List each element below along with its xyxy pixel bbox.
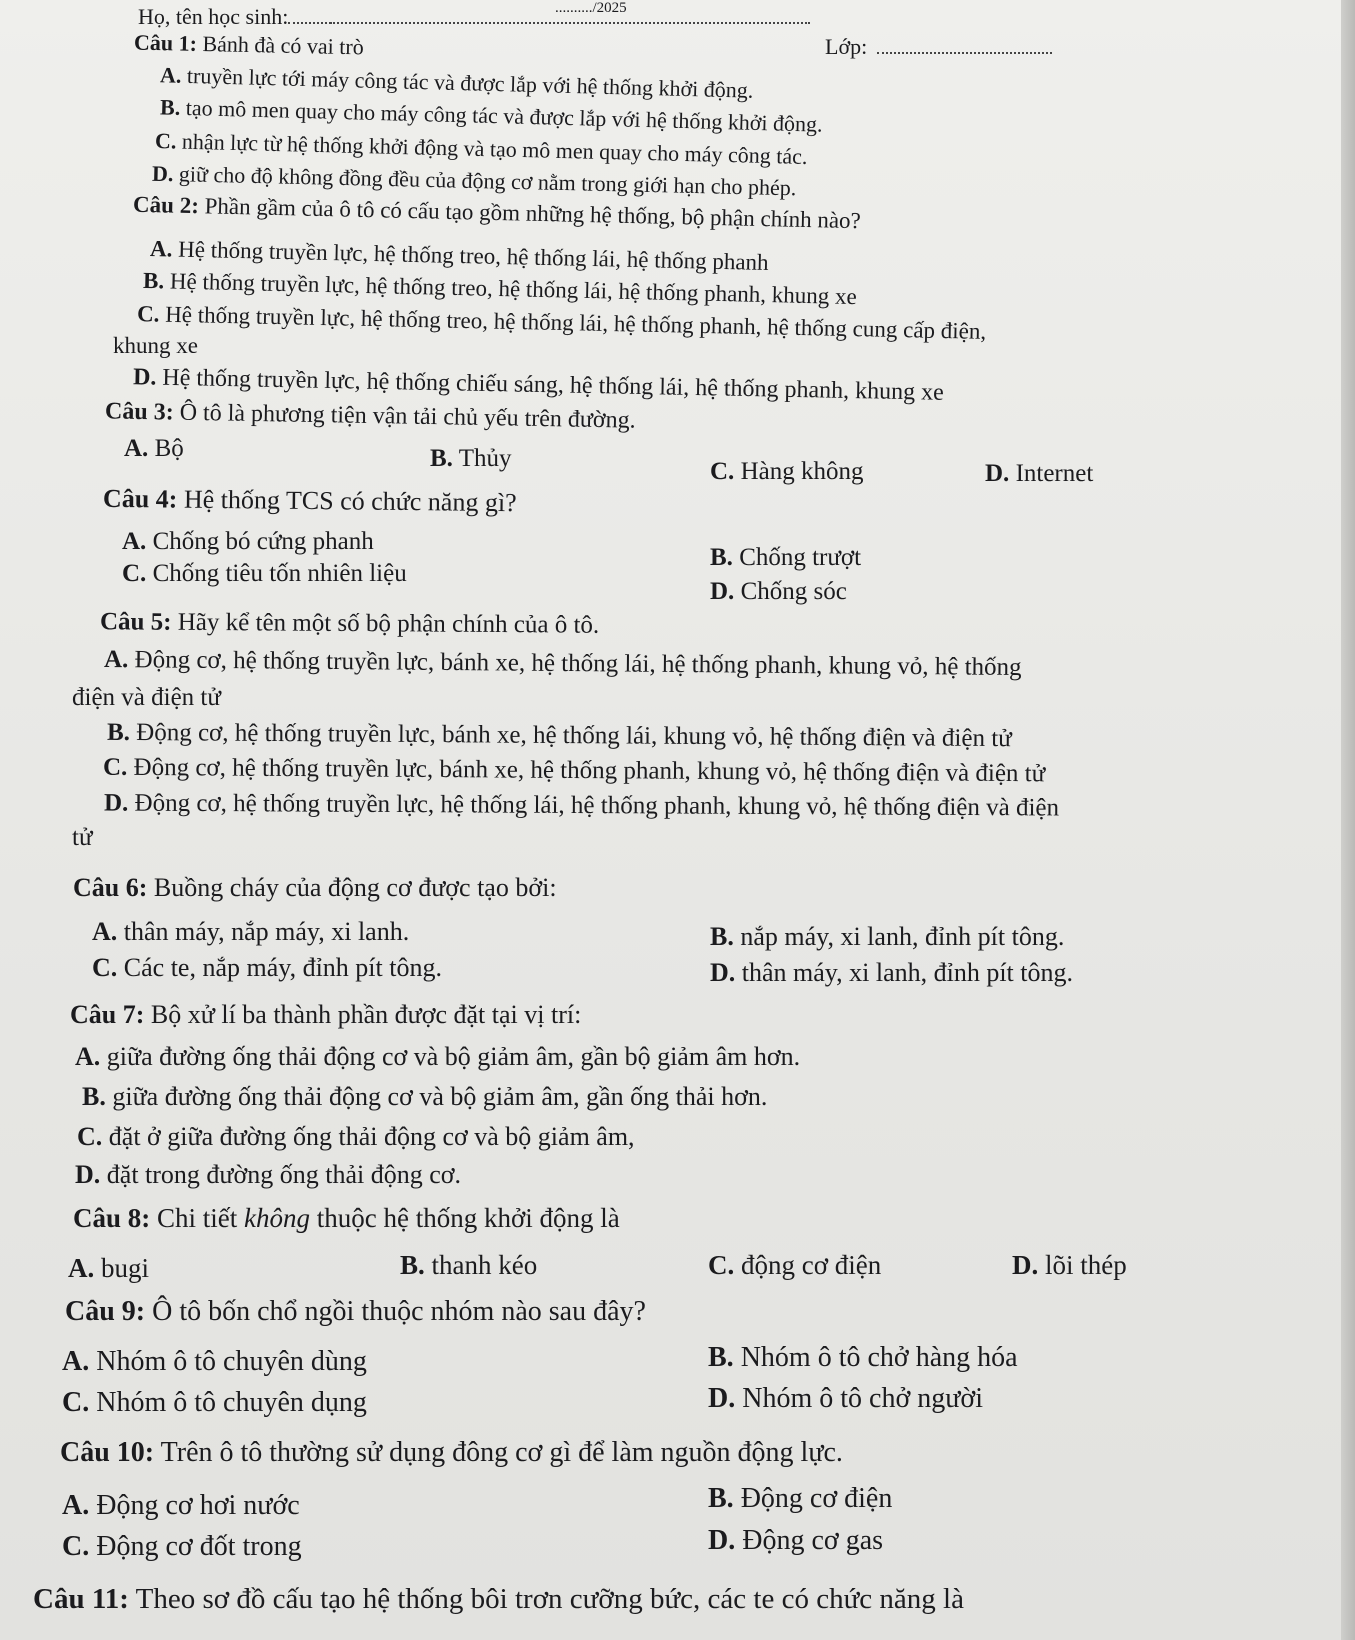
- q6-option-d: D. thân máy, xi lanh, đỉnh pít tông.: [710, 958, 1074, 987]
- question-4: Câu 4: Hệ thống TCS có chức năng gì?: [102, 483, 517, 518]
- q6-option-b: B. nắp máy, xi lanh, đỉnh pít tông.: [710, 922, 1065, 951]
- name-dotted-line: [330, 22, 810, 24]
- q7-option-c: C. đặt ở giữa đường ống thải động cơ và bộ giảm âm,: [77, 1122, 635, 1151]
- q2-option-c-cont: khung xe: [113, 333, 198, 358]
- student-name-label: Họ, tên học sinh:: [138, 4, 383, 30]
- question-3: Câu 3: Ô tô là phương tiện vận tải chủ yếu trên đường.: [104, 398, 636, 434]
- q8-option-a: A. bugi: [68, 1253, 150, 1283]
- q4-option-d: D. Chống sóc: [710, 578, 847, 605]
- q1-option-a: A. truyền lực tới máy công tác và được lắp với hệ thống khởi động.: [159, 62, 754, 103]
- q5-option-c: C. Động cơ, hệ thống truyền lực, bánh xe, hệ thống phanh, khung vỏ, hệ thống điện và điện tử: [102, 753, 1046, 788]
- q2-option-c: C. Hệ thống truyền lực, hệ thống treo, hệ thống lái, hệ thống phanh, hệ thống cung cấp điện,: [136, 301, 987, 344]
- q6-option-a: A. thân máy, nắp máy, xi lanh.: [92, 917, 410, 946]
- q8-option-b: B. thanh kéo: [400, 1250, 538, 1280]
- q3-option-c: C. Hàng không: [710, 458, 864, 485]
- exam-date: ........../2025: [555, 0, 627, 16]
- question-11: Câu 11: Theo sơ đồ cấu tạo hệ thống bôi trơn cưỡng bức, các te có chức năng là: [33, 1583, 964, 1615]
- q5-option-a: A. Động cơ, hệ thống truyền lực, bánh xe, hệ thống lái, hệ thống phanh, khung vỏ, hệ thống: [103, 645, 1022, 682]
- q9-option-c: C. Nhóm ô tô chuyên dụng: [62, 1387, 367, 1418]
- question-1: Câu 1: Bánh đà có vai trò: [133, 29, 364, 60]
- q2-option-b: B. Hệ thống truyền lực, hệ thống treo, hệ thống lái, hệ thống phanh, khung xe: [142, 267, 858, 310]
- q1-option-b: B. tạo mô men quay cho máy công tác và được lắp với hệ thống khởi động.: [159, 94, 823, 137]
- q2-option-a: A. Hệ thống truyền lực, hệ thống treo, hệ thống lái, hệ thống phanh: [149, 235, 769, 276]
- q3-option-d: D. Internet: [985, 460, 1094, 487]
- q5-option-a-cont: điện và điện tử: [72, 684, 221, 711]
- q4-option-c: C. Chống tiêu tốn nhiên liệu: [122, 560, 407, 587]
- paper-edge: [1341, 0, 1355, 1640]
- q10-option-a: A. Động cơ hơi nước: [62, 1490, 300, 1521]
- class-label: Lớp:: [825, 34, 1052, 60]
- q4-option-b: B. Chống trượt: [710, 544, 862, 571]
- q5-option-d-cont: tử: [72, 824, 93, 851]
- q10-option-c: C. Động cơ đốt trong: [62, 1531, 302, 1562]
- q5-option-d: D. Động cơ, hệ thống truyền lực, hệ thống lái, hệ thống phanh, khung vỏ, hệ thống điện và điện: [103, 789, 1060, 822]
- q8-option-c: C. động cơ điện: [708, 1250, 882, 1280]
- question-6: Câu 6: Buồng cháy của động cơ được tạo bởi:: [73, 873, 557, 902]
- q5-option-b: B. Động cơ, hệ thống truyền lực, bánh xe, hệ thống lái, khung vỏ, hệ thống điện và điện tử: [106, 718, 1012, 753]
- q3-option-b: B. Thủy: [430, 445, 512, 472]
- question-8: Câu 8: Chi tiết không thuộc hệ thống khởi động là: [73, 1203, 620, 1233]
- q9-option-b: B. Nhóm ô tô chở hàng hóa: [708, 1342, 1018, 1373]
- q3-option-a: A. Bộ: [124, 435, 184, 462]
- q6-option-c: C. Các te, nắp máy, đỉnh pít tông.: [92, 953, 442, 982]
- q8-option-d: D. lõi thép: [1012, 1250, 1127, 1280]
- q9-option-d: D. Nhóm ô tô chở người: [708, 1383, 984, 1414]
- q10-option-d: D. Động cơ gas: [708, 1525, 884, 1556]
- question-10: Câu 10: Trên ô tô thường sử dụng đông cơ gì để làm nguồn động lực.: [60, 1437, 843, 1468]
- q1-option-d: D. giữ cho độ không đồng đều của động cơ nằm trong giới hạn cho phép.: [151, 160, 797, 201]
- q7-option-b: B. giữa đường ống thải động cơ và bộ giảm âm, gần ống thải hơn.: [82, 1082, 768, 1111]
- q7-option-d: D. đặt trong đường ống thải động cơ.: [75, 1160, 462, 1189]
- q1-option-c: C. nhận lực từ hệ thống khởi động và tạo mô men quay cho máy công tác.: [154, 128, 808, 169]
- question-5: Câu 5: Hãy kể tên một số bộ phận chính của ô tô.: [99, 608, 600, 639]
- q2-option-d: D. Hệ thống truyền lực, hệ thống chiếu sáng, hệ thống lái, hệ thống phanh, khung xe: [132, 364, 945, 406]
- q7-option-a: A. giữa đường ống thải động cơ và bộ giảm âm, gần bộ giảm âm hơn.: [75, 1042, 801, 1071]
- question-9: Câu 9: Ô tô bốn chổ ngồi thuộc nhóm nào sau đây?: [65, 1296, 646, 1327]
- q4-option-a: A. Chống bó cứng phanh: [122, 528, 374, 555]
- question-7: Câu 7: Bộ xử lí ba thành phần được đặt tại vị trí:: [70, 1000, 582, 1029]
- q10-option-b: B. Động cơ điện: [708, 1483, 893, 1514]
- question-2: Câu 2: Phần gầm của ô tô có cấu tạo gồm những hệ thống, bộ phận chính nào?: [132, 191, 862, 234]
- q9-option-a: A. Nhóm ô tô chuyên dùng: [62, 1346, 367, 1377]
